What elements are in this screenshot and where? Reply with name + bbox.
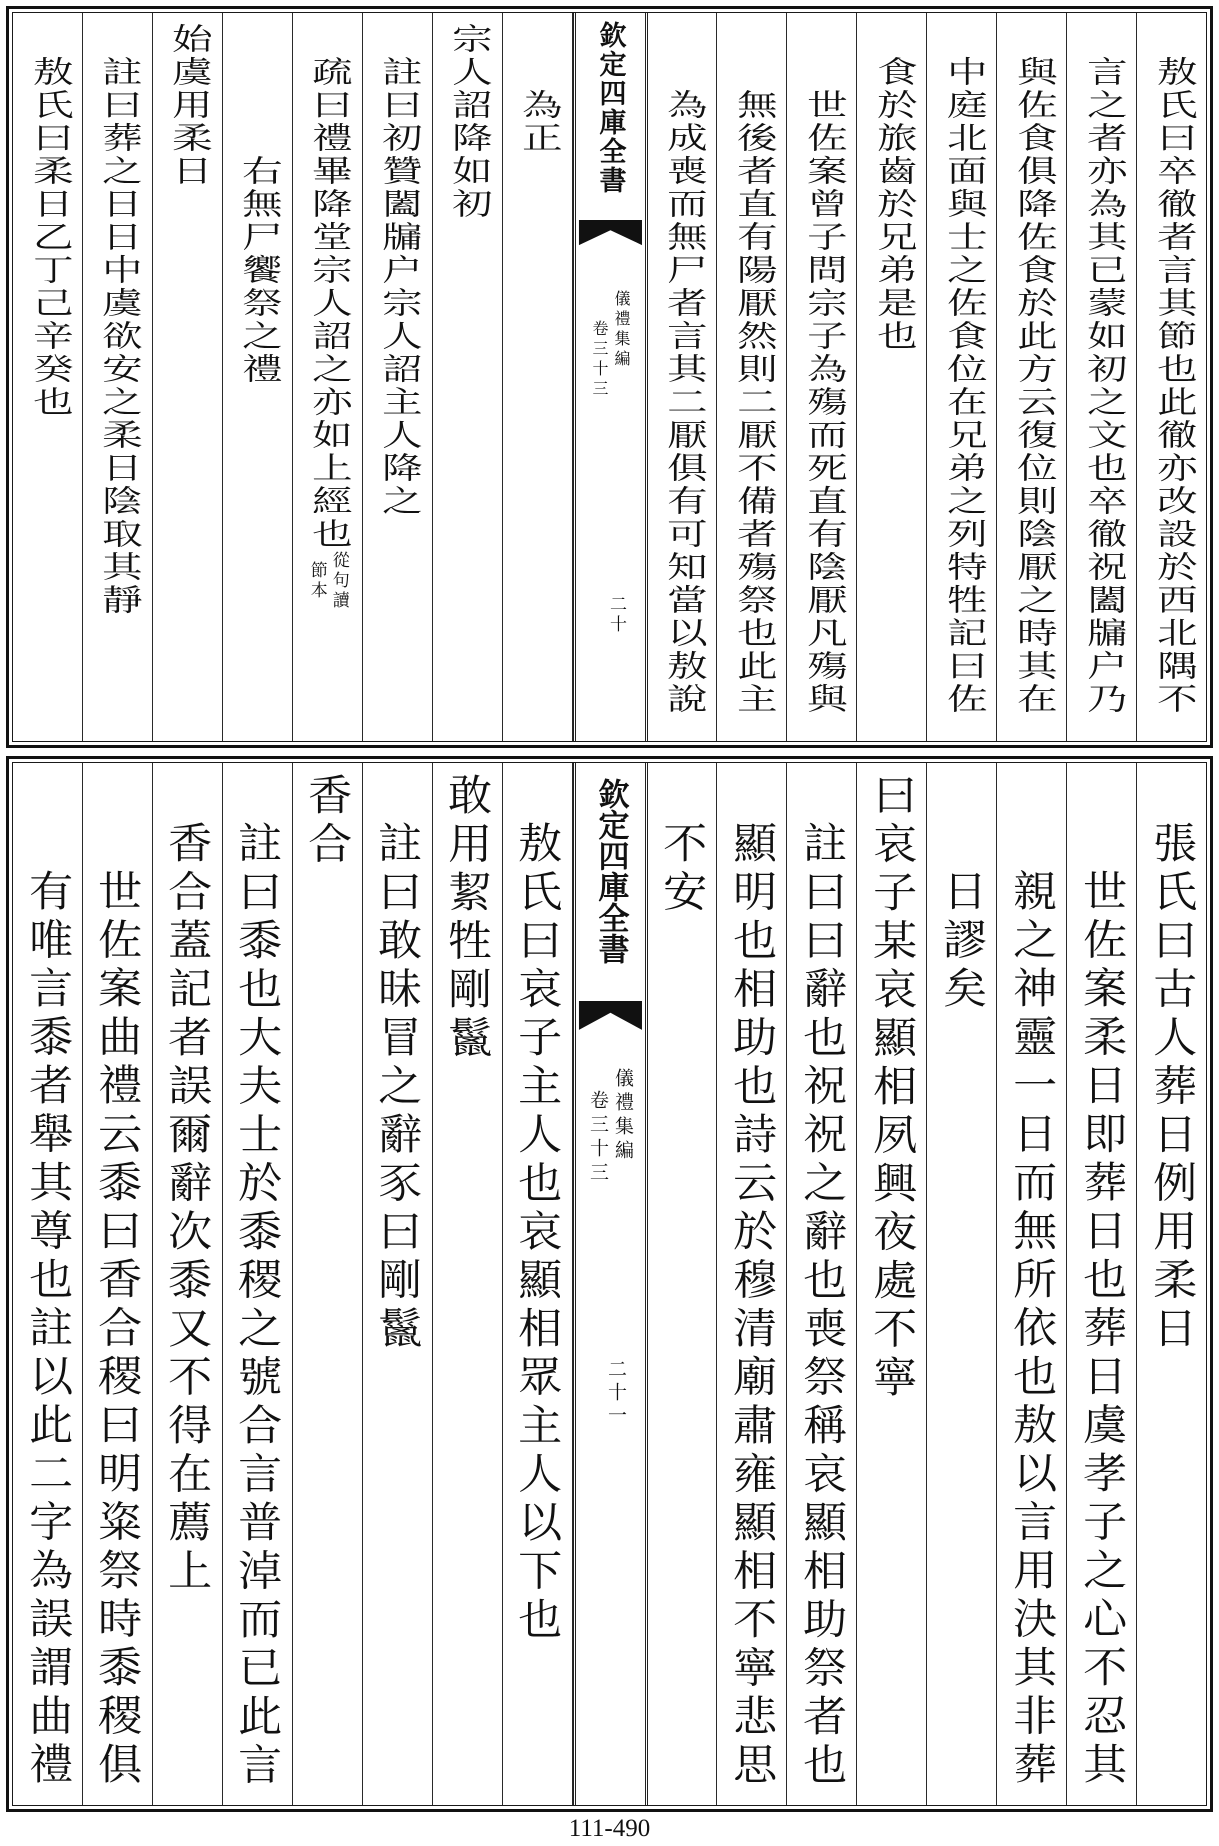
scan-page-code: 111-490	[568, 1815, 651, 1842]
text-column	[1137, 13, 1206, 741]
column-text: 始虞用柔日	[164, 23, 212, 188]
text-column	[997, 763, 1067, 1805]
book-title: 儀禮集編	[612, 1068, 635, 1164]
text-column	[648, 763, 718, 1805]
text-column	[433, 13, 503, 741]
text-column	[153, 763, 223, 1805]
text-column	[293, 13, 363, 741]
column-text: 敖氏曰哀子主人也哀顯相眾主人以下也	[511, 821, 564, 1646]
page-number: 二十一	[605, 1359, 628, 1428]
fold-book-info	[576, 290, 645, 400]
fold-title: 欽定四庫全書	[594, 21, 626, 195]
column-text: 食於旅齒於兄弟是也	[868, 56, 917, 353]
text-column	[503, 763, 573, 1805]
column-text: 敢用絜牲剛鬣	[441, 773, 494, 1064]
text-column	[1067, 763, 1137, 1805]
text-column	[503, 13, 573, 741]
column-text: 疏曰禮畢降堂宗人詔之亦如上經也	[304, 56, 352, 551]
column-text: 香合	[302, 773, 354, 870]
column-text: 親之神靈一日而無所依也敖以言用決其非葬	[1006, 869, 1058, 1791]
text-column	[83, 13, 153, 741]
lower-page-columns	[12, 762, 1207, 1806]
column-text: 敖氏曰柔日乙丁己辛癸也	[24, 56, 72, 419]
column-text: 註曰初贊闔牖户宗人詔主人降之	[374, 56, 422, 518]
text-column	[363, 13, 433, 741]
column-text: 張氏曰古人葬日例用柔日	[1146, 821, 1198, 1355]
text-column	[717, 13, 787, 741]
column-text: 言之者亦為其已蒙如初之文也卒徹祝闔牖户乃	[1078, 56, 1126, 716]
column-text: 香合蓋記者誤爾辭次黍又不得在薦上	[162, 821, 214, 1597]
text-column	[13, 763, 83, 1805]
column-text: 註曰葬之日日中虞欲安之柔日陰取其靜	[94, 56, 142, 617]
text-column	[648, 13, 718, 741]
text-column	[223, 13, 293, 741]
text-column	[927, 13, 997, 741]
column-text: 無後者直有陽厭然則二厭不備者殤祭也此主	[728, 89, 777, 716]
text-column	[83, 763, 153, 1805]
text-column	[1067, 13, 1137, 741]
column-text: 註曰曰辭也祝祝之辭也喪祭稱哀顯相助祭者也	[796, 821, 849, 1791]
text-column	[857, 13, 927, 741]
upper-page-columns	[12, 12, 1207, 742]
note-left: 節本	[306, 561, 327, 601]
text-column	[363, 763, 433, 1805]
column-text: 顯明也相助也詩云於穆清廟肅雍顯相不寧悲思	[726, 821, 779, 1791]
column-text: 曰哀子某哀顯相夙興夜處不寧	[866, 773, 919, 1404]
text-column	[223, 763, 293, 1805]
fold-title: 欽定四庫全書	[592, 778, 629, 964]
lower-page-frame	[6, 756, 1213, 1812]
text-column	[13, 13, 83, 741]
column-text: 世佐案曲禮云黍曰香合稷曰明粢祭時黍稷俱	[92, 869, 144, 1791]
column-text: 世佐案柔日即葬日也葬日虞孝子之心不忍其	[1076, 869, 1128, 1791]
interlinear-note	[308, 551, 347, 611]
page-number: 二十	[606, 595, 627, 635]
text-column	[1137, 763, 1206, 1805]
text-column	[787, 763, 857, 1805]
column-text: 與佐食俱降佐食於此方云復位則陰厭之時其在	[1008, 56, 1056, 716]
upper-page-frame	[6, 6, 1213, 748]
column-text: 敖氏曰卒徹者言其節也此徹亦改設於西北隅不	[1148, 56, 1196, 716]
column-text: 日謬矣	[936, 869, 988, 1015]
fishtail-ornament	[576, 1001, 645, 1031]
fold-column	[573, 763, 648, 1805]
volume-label: 卷三十三	[587, 1090, 610, 1186]
column-text: 不安	[656, 821, 709, 918]
book-title: 儀禮集編	[612, 290, 632, 370]
column-text: 註曰敢昧冒之辭豕曰剛鬣	[372, 821, 424, 1355]
fold-book-info	[576, 1068, 645, 1186]
column-text: 為成喪而無尸者言其二厭俱有可知當以敖說	[659, 89, 707, 716]
text-column	[153, 13, 223, 741]
text-column	[293, 763, 363, 1805]
column-text: 宗人詔降如初	[444, 23, 492, 221]
column-text: 註曰黍也大夫士於黍稷之號合言普淖而已此言	[232, 821, 284, 1791]
text-column	[787, 13, 857, 741]
text-column	[997, 13, 1067, 741]
column-text: 世佐案曾子問宗子為殤而死直有陰厭凡殤與	[798, 89, 847, 716]
text-column	[433, 763, 503, 1805]
text-column	[857, 763, 927, 1805]
text-column	[927, 763, 997, 1805]
volume-label: 卷三十三	[590, 320, 610, 400]
column-text: 中庭北面與士之佐食位在兄弟之列特牲記曰佐	[938, 56, 987, 716]
column-text: 為正	[514, 89, 562, 155]
column-text: 右無尸饗祭之禮	[234, 155, 282, 386]
fishtail-ornament	[576, 220, 645, 246]
column-text: 有唯言黍者舉其尊也註以此二字為誤謂曲禮	[22, 869, 74, 1791]
fold-column	[573, 13, 648, 741]
text-column	[717, 763, 787, 1805]
note-right: 從句讀	[328, 551, 349, 611]
